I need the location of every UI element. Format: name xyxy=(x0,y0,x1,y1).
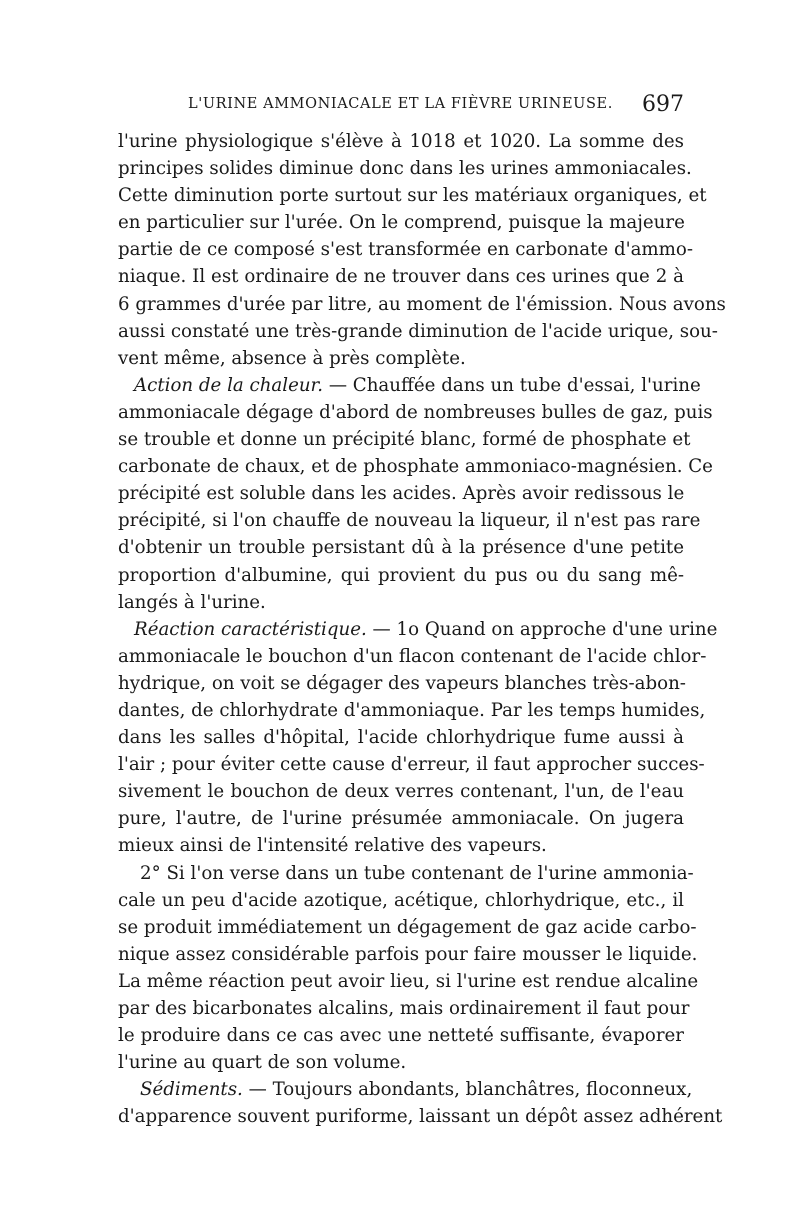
text-line: vent même, absence à près complète. xyxy=(118,347,466,369)
text-line: mieux ainsi de l'intensité relative des vapeurs. xyxy=(118,835,547,857)
text-line: ammoniacale dégage d'abord de nombreuses bulles de gaz, puis xyxy=(118,401,713,423)
text-line: hydrique, on voit se dégager des vapeurs blanches très-abon- xyxy=(118,672,686,694)
text-line: 6 grammes d'urée par litre, au moment de l'émission. Nous avons xyxy=(118,293,726,315)
text-line: se produit immédiatement un dégagement de gaz acide carbo- xyxy=(118,916,697,938)
text-line: Cette diminution porte surtout sur les matériaux organiques, et xyxy=(118,185,707,207)
text-line: aussi constaté une très-grande diminution de l'acide urique, sou- xyxy=(118,320,718,342)
paragraph-sediments xyxy=(118,1076,723,1130)
text-line: l'air ; pour éviter cette cause d'erreur, il faut approcher succes- xyxy=(118,754,705,776)
text-line: dantes, de chlorhydrate d'ammoniaque. Par les temps humides, xyxy=(118,699,706,721)
text-run: — 1o Quand on approche d'une urine xyxy=(366,618,718,640)
text-line: se trouble et donne un précipité blanc, formé de phosphate et xyxy=(118,429,691,451)
text-line: principes solides diminue donc dans les urines ammoniacales. xyxy=(118,158,692,180)
text-line xyxy=(118,616,718,643)
section-heading: Réaction caractéristique. xyxy=(134,618,367,640)
text-line: l'urine au quart de son volume. xyxy=(118,1052,407,1074)
paragraph-acid-test xyxy=(118,860,699,1077)
text-line: ammoniacale le bouchon d'un flacon contenant de l'acide chlor- xyxy=(118,645,707,667)
text-line: l'urine physiologique s'élève à 1018 et 1020. La somme des xyxy=(118,131,684,152)
text-line xyxy=(118,1076,693,1103)
text-line xyxy=(118,372,701,399)
section-heading: Sédiments. xyxy=(140,1079,243,1101)
text-run: — Toujours abondants, blanchâtres, floconneux, xyxy=(242,1079,693,1101)
paragraph-density xyxy=(118,128,726,372)
text-run: — Chauffée dans un tube d'essai, l'urine xyxy=(323,374,701,396)
text-line: par des bicarbonates alcalins, mais ordinairement il faut pour xyxy=(118,998,690,1019)
text-line: en particulier sur l'urée. On le comprend, puisque la majeure xyxy=(118,212,685,234)
text-line: précipité, si l'on chauffe de nouveau la liqueur, il n'est pas rare xyxy=(118,510,701,532)
text-line: 2° Si l'on verse dans un tube contenant de l'urine ammonia- xyxy=(140,862,694,884)
text-line: proportion d'albumine, qui provient du pus ou du sang mê- xyxy=(118,564,684,586)
section-heading: Action de la chaleur. xyxy=(134,374,324,396)
text-line: niaque. Il est ordinaire de ne trouver dans ces urines que 2 à xyxy=(118,266,684,288)
text-line: précipité est soluble dans les acides. Après avoir redissous le xyxy=(118,483,685,505)
running-title: L'URINE AMMONIACALE ET LA FIÈVRE URINEUSE. xyxy=(188,96,613,112)
text-line: La même réaction peut avoir lieu, si l'urine est rendue alcaline xyxy=(118,970,699,992)
page-header xyxy=(118,94,684,120)
text-line: pure, l'autre, de l'urine présumée ammoniacale. On jugera xyxy=(118,808,684,830)
text-line: cale un peu d'acide azotique, acétique, chlorhydrique, etc., il xyxy=(118,889,684,911)
page-number: 697 xyxy=(642,92,684,117)
text-line: dans les salles d'hôpital, l'acide chlorhydrique fume aussi à xyxy=(118,727,684,749)
text-line: le produire dans ce cas avec une netteté suffisante, évaporer xyxy=(118,1025,684,1047)
text-line: d'apparence souvent puriforme, laissant un dépôt assez adhérent xyxy=(118,1106,723,1128)
paragraph-action-heat xyxy=(118,372,713,616)
paragraph-characteristic-reaction xyxy=(118,616,718,860)
text-line: sivement le bouchon de deux verres contenant, l'un, de l'eau xyxy=(118,781,684,803)
body-text xyxy=(118,128,726,1130)
text-line: carbonate de chaux, et de phosphate ammoniaco-magnésien. Ce xyxy=(118,456,713,478)
text-line: d'obtenir un trouble persistant dû à la présence d'une petite xyxy=(118,537,684,559)
text-line: langés à l'urine. xyxy=(118,591,266,613)
text-line: nique assez considérable parfois pour faire mousser le liquide. xyxy=(118,943,698,965)
text-line: partie de ce composé s'est transformée en carbonate d'ammo- xyxy=(118,239,694,261)
